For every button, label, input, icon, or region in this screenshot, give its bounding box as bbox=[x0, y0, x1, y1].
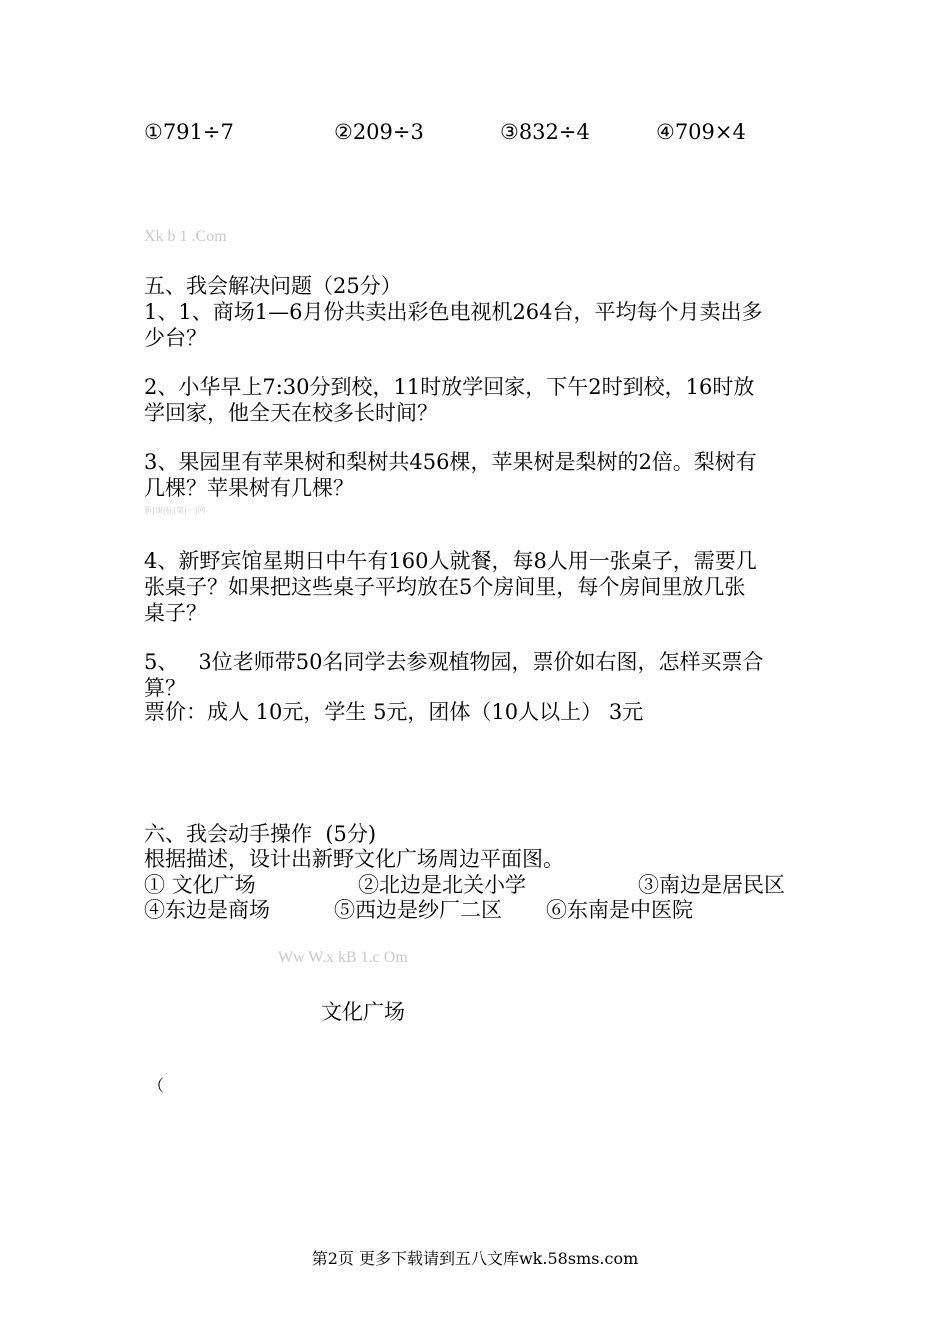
question-4-line-2: 张桌子？如果把这些桌子平均放在5个房间里，每个房间里放几张 bbox=[144, 575, 746, 599]
calc-1: ①791÷7 bbox=[144, 120, 234, 144]
question-4-line-1: 4、新野宾馆星期日中午有160人就餐，每8人用一张桌子，需要几 bbox=[144, 549, 757, 573]
ticket-price-line: 票价：成人 10元，学生 5元，团体（10人以上） 3元 bbox=[144, 700, 644, 724]
center-label: 文化广场 bbox=[321, 1000, 405, 1024]
question-1-line-2: 少台？ bbox=[144, 326, 207, 350]
question-3-line-2: 几棵？苹果树有几棵？ bbox=[144, 476, 354, 500]
question-2-line-1: 2、小华早上7:30分到校，11时放学回家，下午2时到校，16时放 bbox=[144, 375, 755, 399]
question-5-line-1: 5、 3位老师带50名同学去参观植物园，票价如右图，怎样买票合 bbox=[144, 650, 764, 674]
item-4: ④东边是商场 bbox=[144, 898, 270, 922]
watermark-top: Xk b 1 .Com bbox=[144, 228, 227, 245]
page-footer: 第2页 更多下载请到五八文库wk.58sms.com bbox=[311, 1249, 639, 1268]
question-1-line-1: 1、1、商场1—6月份共卖出彩色电视机264台，平均每个月卖出多 bbox=[144, 300, 763, 324]
item-3: ③南边是居民区 bbox=[638, 873, 785, 897]
item-6: ⑥东南是中医院 bbox=[546, 898, 693, 922]
item-2: ②北边是北关小学 bbox=[358, 873, 526, 897]
watermark-bottom: Ww W.x kB 1.c Om bbox=[278, 949, 408, 966]
stray-parenthesis: （ bbox=[148, 1076, 165, 1095]
question-5-line-2: 算？ bbox=[144, 676, 186, 700]
question-3-line-1: 3、果园里有苹果树和梨树共456棵，苹果树是梨树的2倍。梨树有 bbox=[144, 450, 757, 474]
question-4-line-3: 桌子？ bbox=[144, 601, 207, 625]
section5-title: 五、我会解决问题（25分） bbox=[144, 274, 402, 298]
item-1: ① 文化广场 bbox=[144, 873, 256, 897]
tiny-watermark: 新|课|标|第|一|网 bbox=[144, 506, 206, 515]
section6-title: 六、我会动手操作 (5分) bbox=[144, 822, 377, 846]
calc-4: ④709×4 bbox=[656, 120, 746, 144]
question-2-line-2: 学回家，他全天在校多长时间？ bbox=[144, 401, 438, 425]
section6-description: 根据描述，设计出新野文化广场周边平面图。 bbox=[144, 847, 564, 871]
calc-2: ②209÷3 bbox=[334, 120, 424, 144]
calc-3: ③832÷4 bbox=[500, 120, 590, 144]
item-5: ⑤西边是纱厂二区 bbox=[334, 898, 502, 922]
